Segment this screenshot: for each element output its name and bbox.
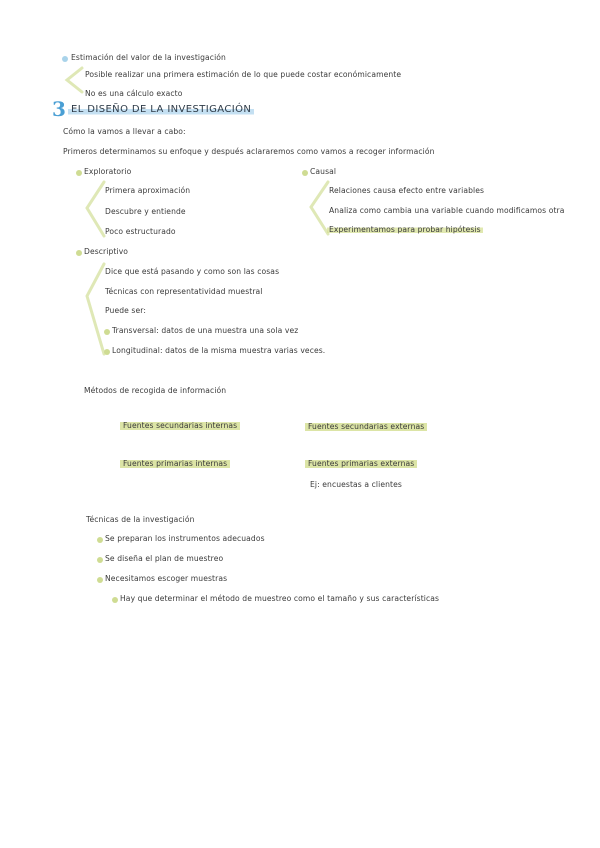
exploratorio-heading: Exploratorio [84, 167, 132, 176]
descriptivo-item: Dice que está pasando y como son las cosas [105, 267, 280, 276]
causal-item: Experimentamos para probar hipótesis [329, 225, 481, 234]
descriptivo-heading: Descriptivo [84, 247, 129, 256]
bracket-decoration [84, 180, 106, 240]
bullet-dot [97, 557, 103, 563]
tecnicas-item: Se preparan los instrumentos adecuados [105, 534, 265, 543]
metodos-box: Fuentes primarias internas [120, 458, 230, 469]
bracket-decoration [64, 66, 84, 96]
intro-line: Cómo la vamos a llevar a cabo: [63, 127, 186, 136]
exploratorio-item: Primera aproximación [105, 186, 191, 195]
intro-line: Primeros determinamos su enfoque y después aclararemos como vamos a recoger información [63, 147, 435, 156]
bullet-dot [97, 577, 103, 583]
estimacion-item: Posible realizar una primera estimación de lo que puede costar económicamente [85, 70, 402, 79]
bullet-dot [97, 537, 103, 543]
bullet-dot [76, 250, 82, 256]
metodos-box: Fuentes secundarias externas [305, 421, 427, 432]
tecnicas-subitem: Hay que determinar el método de muestreo como el tamaño y sus características [120, 594, 440, 603]
bullet-dot [104, 349, 110, 355]
estimacion-item: No es una cálculo exacto [85, 89, 183, 98]
section-title: EL DISEÑO DE LA INVESTIGACIÓN [68, 104, 254, 115]
descriptivo-item: Puede ser: [105, 306, 147, 315]
causal-item: Analiza como cambia una variable cuando modificamos otra [329, 206, 565, 215]
bullet-dot [302, 170, 308, 176]
bullet-dot [112, 597, 118, 603]
causal-item: Relaciones causa efecto entre variables [329, 186, 485, 195]
tecnicas-item: Necesitamos escoger muestras [105, 574, 228, 583]
exploratorio-item: Descubre y entiende [105, 207, 186, 216]
bullet-dot [76, 170, 82, 176]
causal-heading: Causal [310, 167, 337, 176]
descriptivo-subitem: Longitudinal: datos de la misma muestra varias veces. [112, 346, 326, 355]
metodos-heading: Métodos de recogida de información [84, 386, 227, 395]
tecnicas-heading: Técnicas de la investigación [86, 515, 195, 524]
metodos-note: Ej: encuestas a clientes [310, 480, 402, 489]
tecnicas-item: Se diseña el plan de muestreo [105, 554, 224, 563]
bullet-dot [104, 329, 110, 335]
estimacion-heading: Estimación del valor de la investigación [71, 53, 226, 62]
section-number: 3 [52, 97, 66, 121]
metodos-box: Fuentes primarias externas [305, 458, 417, 469]
descriptivo-subitem: Transversal: datos de una muestra una sola vez [112, 326, 299, 335]
descriptivo-item: Técnicas con representatividad muestral [105, 287, 263, 296]
metodos-box: Fuentes secundarias internas [120, 420, 240, 431]
exploratorio-item: Poco estructurado [105, 227, 176, 236]
bullet-dot [62, 56, 68, 62]
bracket-decoration [84, 262, 106, 356]
